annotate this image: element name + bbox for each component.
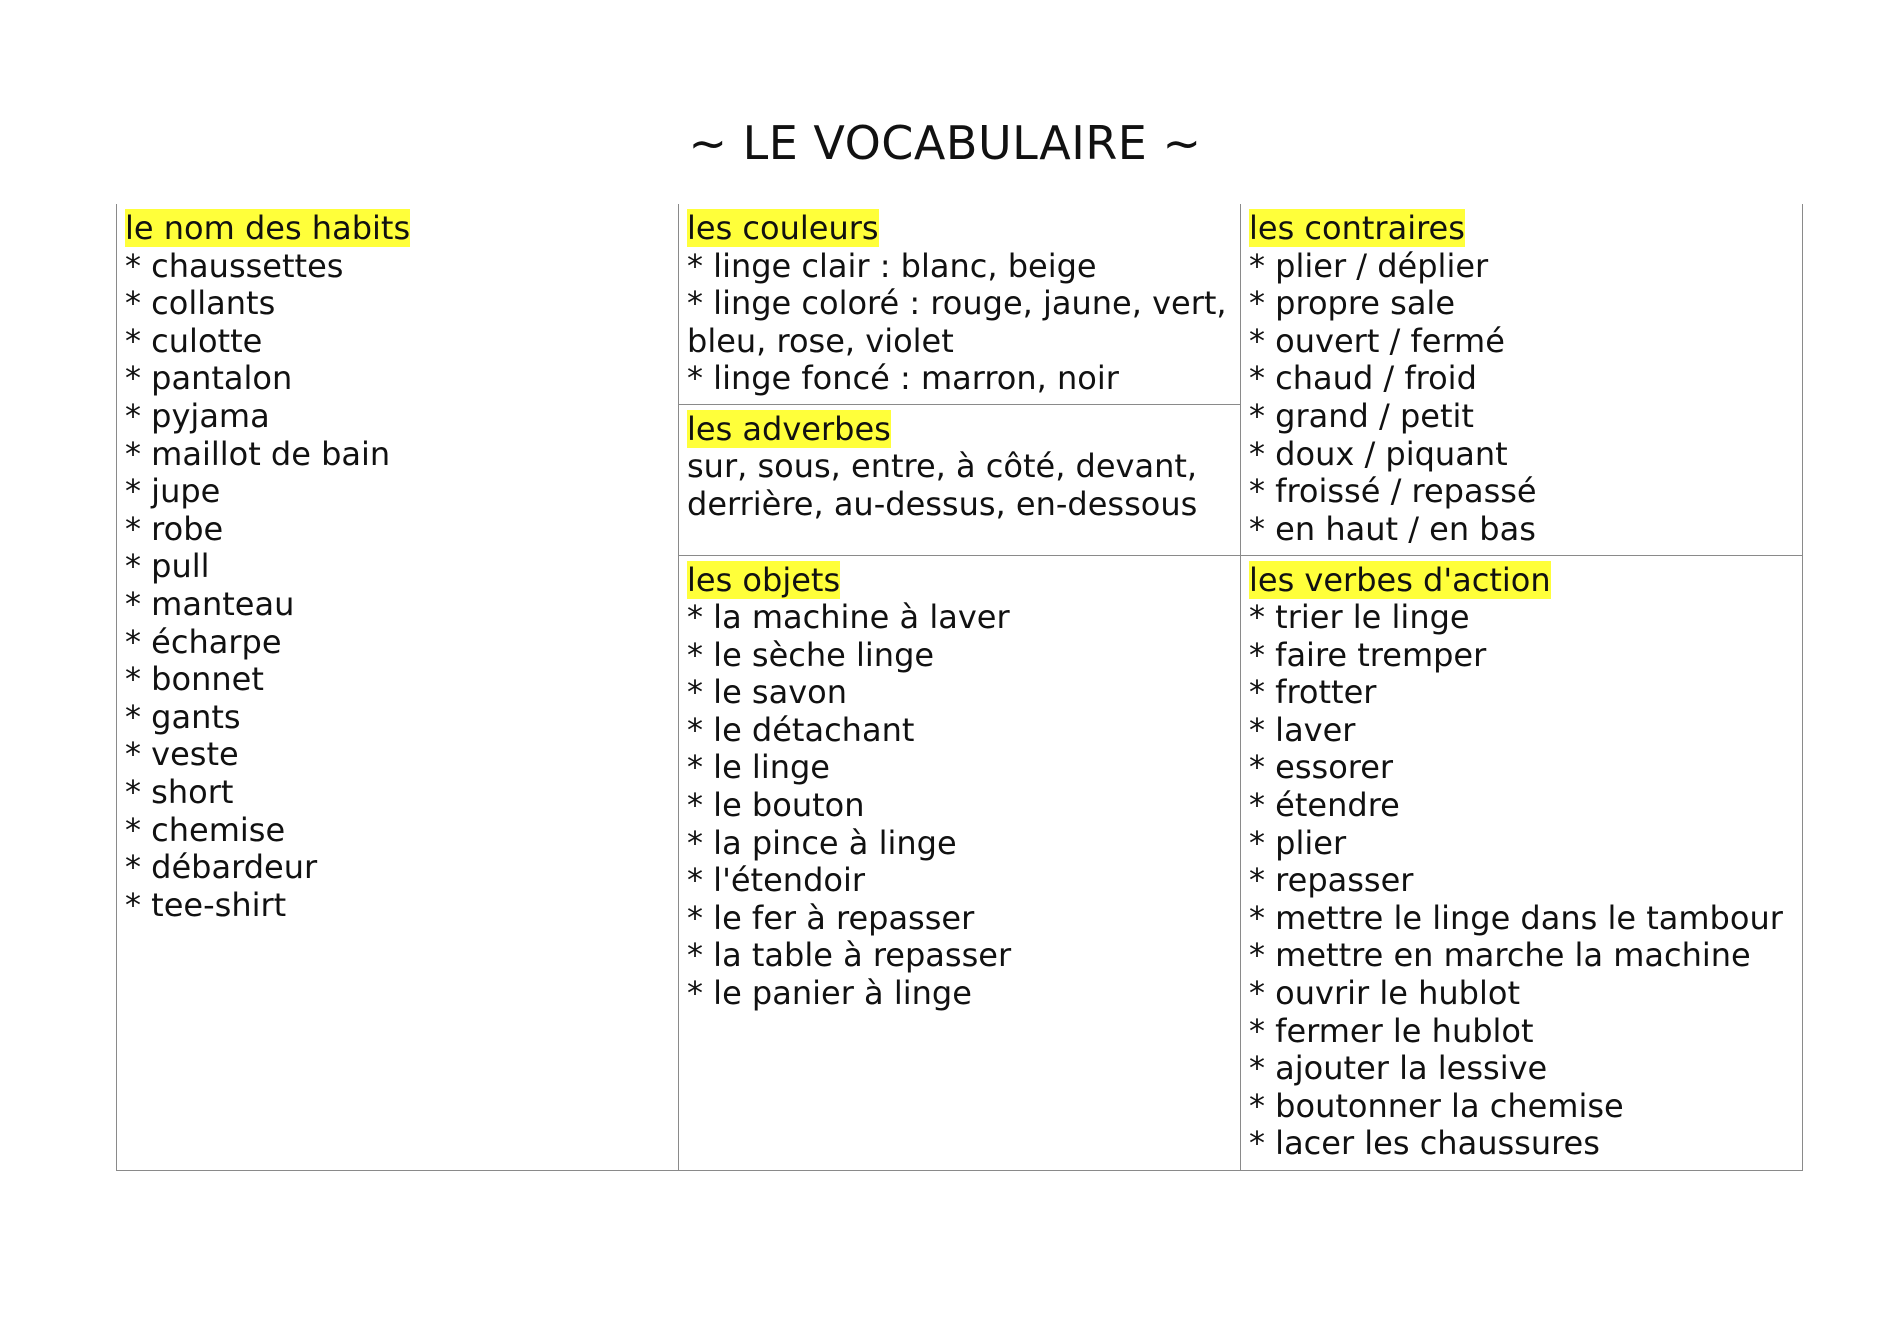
list-item: * repasser [1249, 861, 1414, 900]
list-item: * linge clair : blanc, beige [687, 246, 1097, 285]
heading-verbes: les verbes d'action [1249, 560, 1551, 599]
list-item: * l'étendoir [687, 861, 865, 900]
list-item: * lacer les chaussures [1249, 1124, 1600, 1163]
list-objets [687, 599, 1232, 1013]
list-item: * le fer à repasser [687, 898, 975, 937]
list-item: * froissé / repassé [1249, 472, 1537, 511]
list-item: * plier [1249, 823, 1347, 862]
list-item: * linge foncé : marron, noir [687, 359, 1119, 398]
list-verbes [1249, 599, 1794, 1163]
list-item: * frotter [1249, 673, 1377, 712]
heading-habits: le nom des habits [125, 209, 411, 247]
list-item: * la pince à linge [687, 823, 957, 862]
cell-habits [117, 204, 679, 1170]
cell-contraires [1241, 204, 1803, 555]
list-item: * le linge [687, 748, 830, 787]
list-item: * chemise [125, 810, 286, 849]
list-item: * grand / petit [1249, 396, 1474, 435]
heading-objets: les objets [687, 560, 841, 599]
list-item: * linge coloré : rouge, jaune, vert, bleu, rose, violet [687, 284, 1227, 360]
list-item: * bonnet [125, 660, 264, 699]
list-item: * le bouton [687, 786, 865, 825]
list-item: * mettre le linge dans le tambour [1249, 898, 1783, 937]
list-item: * la machine à laver [687, 598, 1010, 637]
heading-couleurs: les couleurs [687, 209, 879, 247]
list-item: * ajouter la lessive [1249, 1049, 1548, 1088]
list-item: * étendre [1249, 786, 1400, 825]
list-item: * boutonner la chemise [1249, 1086, 1624, 1125]
page-title: ~ LE VOCABULAIRE ~ [688, 116, 1202, 170]
list-item: * short [125, 772, 234, 811]
heading-adverbes: les adverbes [687, 409, 891, 448]
list-item: * gants [125, 697, 241, 736]
list-item: * pantalon [125, 359, 293, 398]
list-item: * jupe [125, 472, 221, 511]
list-item: * chaud / froid [1249, 359, 1477, 398]
list-habits [125, 248, 670, 925]
list-item: * tee-shirt [125, 885, 287, 924]
list-item: * pull [125, 547, 210, 586]
list-item: * la table à repasser [687, 936, 1012, 975]
list-item: * plier / déplier [1249, 246, 1489, 285]
cell-verbes [1241, 555, 1803, 1170]
list-item: * chaussettes [125, 246, 344, 285]
list-contraires [1249, 248, 1794, 549]
heading-contraires: les contraires [1249, 209, 1465, 247]
list-item: * en haut / en bas [1249, 509, 1536, 548]
list-item: * robe [125, 509, 224, 548]
list-item: * trier le linge [1249, 598, 1470, 637]
list-item: * débardeur [125, 848, 318, 887]
list-item: * ouvrir le hublot [1249, 974, 1520, 1013]
vocabulary-table [116, 204, 1803, 1171]
list-item: * propre sale [1249, 284, 1455, 323]
list-item: * maillot de bain [125, 434, 391, 473]
list-item: * pyjama [125, 396, 270, 435]
list-couleurs [687, 248, 1232, 398]
list-item: * écharpe [125, 622, 282, 661]
list-item: * ouvert / fermé [1249, 321, 1505, 360]
cell-objets [679, 555, 1241, 1170]
list-item: * culotte [125, 321, 263, 360]
list-item: * doux / piquant [1249, 434, 1508, 473]
cell-couleurs [679, 204, 1241, 404]
adverbes-text: sur, sous, entre, à côté, devant, derrière, au-dessus, en-dessous [687, 447, 1198, 523]
list-item: * laver [1249, 710, 1356, 749]
list-item: * le sèche linge [687, 635, 935, 674]
list-item: * fermer le hublot [1249, 1011, 1534, 1050]
list-item: * faire tremper [1249, 635, 1487, 674]
list-item: * collants [125, 284, 276, 323]
list-item: * veste [125, 735, 239, 774]
list-item: * manteau [125, 584, 295, 623]
list-item: * le détachant [687, 710, 915, 749]
cell-adverbes [679, 404, 1241, 555]
list-item: * mettre en marche la machine [1249, 936, 1751, 975]
list-item: * le savon [687, 673, 847, 712]
list-item: * essorer [1249, 748, 1394, 787]
list-item: * le panier à linge [687, 974, 972, 1013]
